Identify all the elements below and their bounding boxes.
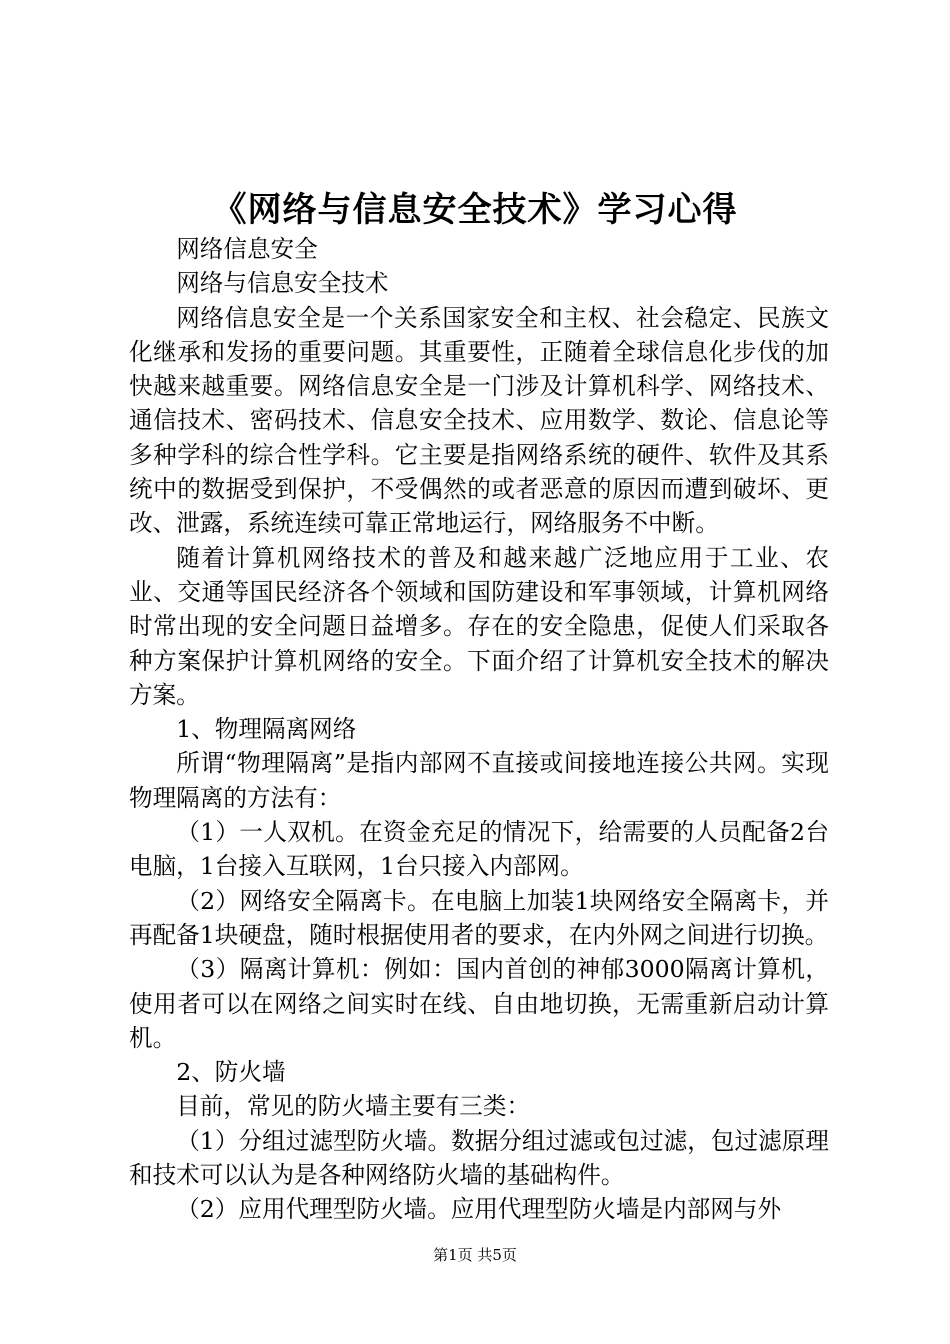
document-title: 《网络与信息安全技术》学习心得: [212, 190, 738, 230]
paragraph-physical-isolation: 所谓“物理隔离”是指内部网不直接或间接地连接公共网。实现物理隔离的方法有：: [129, 749, 829, 812]
paragraph-subtitle-1: 网络信息安全: [176, 235, 318, 263]
list-item-dual-machine: （1）一人双机。在资金充足的情况下，给需要的人员配备2台电脑，1台接入互联网，1台只接入内部网。: [129, 818, 829, 881]
paragraph-intro: 网络信息安全是一个关系国家安全和主权、社会稳定、民族文化继承和发扬的重要问题。其重要性，正随着全球信息化步伐的加快越来越重要。网络信息安全是一门涉及计算机科学、网络技术、通信技术、密码技术、信息安全技术、应用数学、数论、信息论等多种学科的综合性学科。它主要是指网络系统的硬件、软件及其系统中的数据受到保护，不受偶然的或者恶意的原因而遭到破坏、更改、泄露，系统连续可靠正常地运行，网络服务不中断。: [129, 303, 829, 538]
document-body: [129, 232, 829, 1227]
page-footer: 第1页 共5页: [433, 1246, 517, 1264]
section-heading-physical-isolation: 1、物理隔离网络: [176, 715, 357, 744]
paragraph-subtitle-2: 网络与信息安全技术: [176, 269, 389, 298]
list-item-packet-filter: （1）分组过滤型防火墙。数据分组过滤或包过滤，包过滤原理和技术可以认为是各种网络防火墙的基础构件。: [129, 1126, 829, 1190]
list-item-isolation-computer: （3）隔离计算机：例如：国内首创的神郁3000隔离计算机，使用者可以在网络之间实时在线、自由地切换，无需重新启动计算机。: [129, 955, 829, 1052]
paragraph-background: 随着计算机网络技术的普及和越来越广泛地应用于工业、农业、交通等国民经济各个领域和国防建设和军事领域，计算机网络时常出现的安全问题日益增多。存在的安全隐患，促使人们采取各种方案保护计算机网络的安全。下面介绍了计算机安全技术的解决方案。: [129, 543, 829, 709]
list-item-isolation-card: （2）网络安全隔离卡。在电脑上加装1块网络安全隔离卡，并再配备1块硬盘，随时根据使用者的要求，在内外网之间进行切换。: [129, 886, 829, 949]
paragraph-firewall-types: 目前，常见的防火墙主要有三类：: [176, 1092, 531, 1121]
list-item-proxy-firewall: （2）应用代理型防火墙。应用代理型防火墙是内部网与外: [176, 1195, 782, 1224]
section-heading-firewall: 2、防火墙: [176, 1058, 286, 1087]
